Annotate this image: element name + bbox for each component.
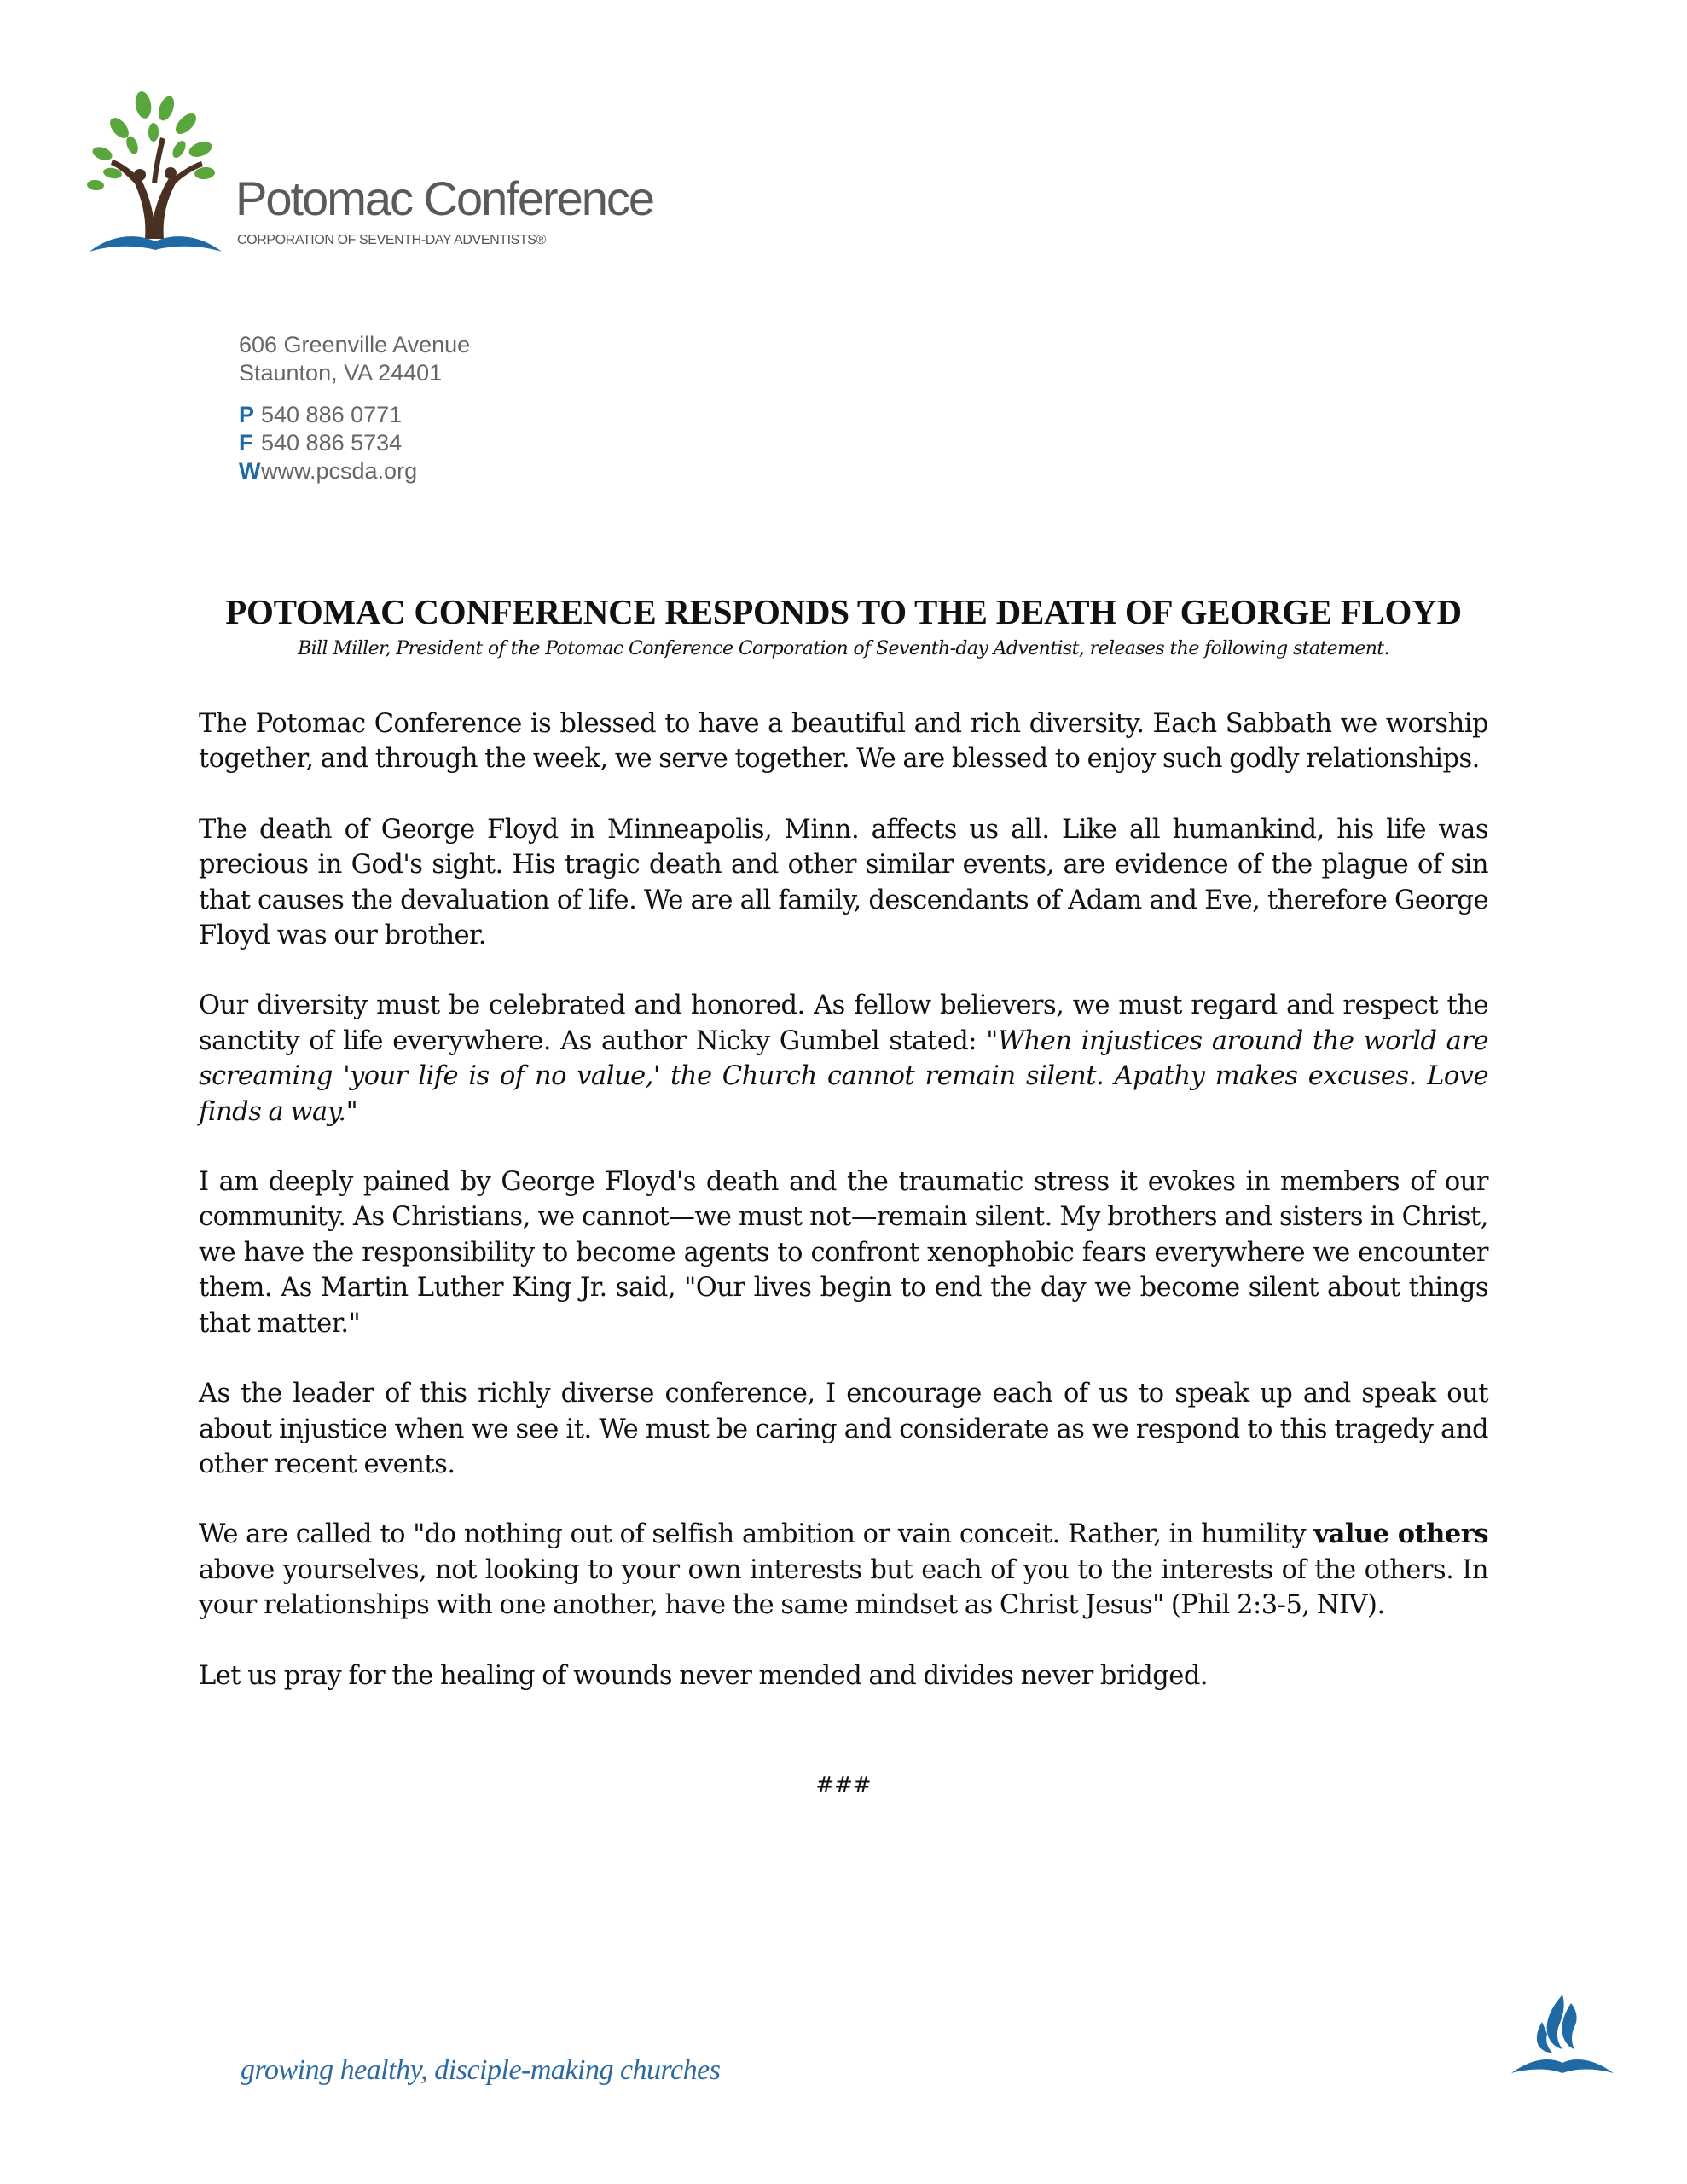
- fax-number: 540 886 5734: [261, 430, 403, 456]
- end-mark: ###: [815, 1773, 872, 1798]
- gumbel-quote: "When injustices around the world are screaming 'your life is of no value,' the Church cannot remain silent. Apathy makes excuses. Love finds a way.": [199, 1025, 1489, 1127]
- paragraph-4: I am deeply pained by George Floyd's death and the traumatic stress it evokes in members of our community. As Christians, we cannot—we must not—remain silent. My brothers and sisters in Christ, we have the responsibility to become agents to confront xenophobic fears everywhere we encounter them. As Martin Luther King Jr. said, "Our lives begin to end the day we become silent about things that matter.": [199, 1167, 1488, 1339]
- paragraph-6-start: We are called to "do nothing out of selfish ambition or vain conceit. Rather, in humility: [199, 1519, 1314, 1550]
- fax-line: [239, 429, 470, 457]
- paragraph-3-intro: Our diversity must be celebrated and honored. As fellow believers, we must regard and respect the sanctity of life everywhere. As author Nicky Gumbel stated:: [199, 990, 1488, 1056]
- paragraph-6-bold: value others: [1313, 1519, 1488, 1550]
- paragraph-2: The death of George Floyd in Minneapolis, Minn. affects us all. Like all humankind, his life was precious in God's sight. His tragic death and other similar events, are evidence of the plague of sin that causes the devaluation of life. We are all family, descendants of Adam and Eve, therefore George Floyd was our brother.: [199, 814, 1488, 951]
- paragraph-5: As the leader of this richly diverse conference, I encourage each of us to speak up and speak out about injustice when we see it. We must be caring and considerate as we respond to this tragedy and other recent events.: [199, 1379, 1488, 1479]
- address-street: 606 Greenville Avenue: [239, 332, 471, 357]
- subhead: Bill Miller, President of the Potomac Conference Corporation of Seventh-day Adventist, releases the following statement.: [298, 638, 1389, 659]
- fax-label: F: [239, 430, 253, 456]
- conference-logo: [85, 90, 665, 260]
- web-label: W: [239, 458, 261, 484]
- paragraph-7: Let us pray for the healing of wounds never mended and divides never bridged.: [199, 1660, 1209, 1691]
- paragraph-3: [199, 988, 1488, 1130]
- adventist-flame-book-icon: [1510, 1988, 1615, 2082]
- paragraph-1: The Potomac Conference is blessed to have a beautiful and rich diversity. Each Sabbath we worship together, and through the week, we serve together. We are blessed to enjoy such godly relationships.: [199, 709, 1488, 775]
- footer-slogan: growing healthy, disciple-making churches: [241, 2054, 721, 2086]
- web-address: www.pcsda.org: [261, 458, 418, 484]
- headline: POTOMAC CONFERENCE RESPONDS TO THE DEATH OF GEORGE FLOYD: [225, 592, 1462, 631]
- phone-number: 540 886 0771: [261, 402, 403, 427]
- address-block: [239, 331, 470, 485]
- statement-body: [199, 706, 1488, 1728]
- address-city: Staunton, VA 24401: [239, 360, 443, 386]
- web-line: [239, 457, 470, 485]
- phone-line: [239, 401, 470, 429]
- paragraph-6-end: above yourselves, not looking to your own interests but each of you to the interests of the others. In your relationships with one another, have the same mindset as Christ Jesus" (Phil 2:3-5, NIV).: [199, 1554, 1488, 1621]
- org-name: Potomac Conference: [235, 171, 654, 225]
- org-subtitle: CORPORATION OF SEVENTH-DAY ADVENTISTS®: [237, 233, 546, 247]
- paragraph-6: [199, 1517, 1488, 1623]
- tree-on-open-book-icon: [85, 90, 230, 256]
- phone-label: P: [239, 402, 255, 427]
